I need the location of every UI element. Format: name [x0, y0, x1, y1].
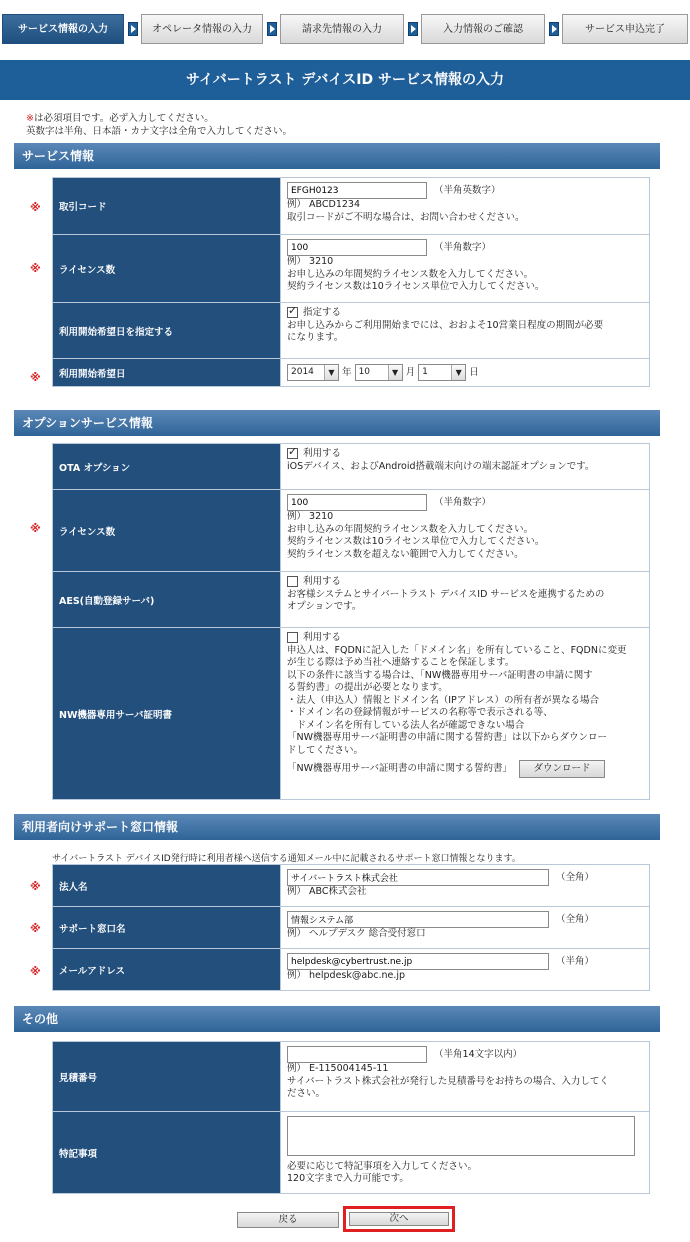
step-billing-info: 請求先情報の入力 — [280, 14, 404, 44]
label-ota: OTA オプション — [53, 444, 281, 490]
note: サイバートラスト株式会社が発行した見積番号をお持ちの場合、入力してく — [287, 1075, 609, 1087]
hint: （半角14文字以内） — [434, 1049, 523, 1060]
example: 例） 3210 — [287, 511, 334, 522]
required-mark: ※ — [30, 371, 41, 384]
note: お申し込みの年間契約ライセンス数を入力してください。 — [287, 268, 534, 280]
trade-code-input[interactable] — [287, 182, 427, 199]
progress-steps — [0, 0, 690, 46]
hint: （半角英数字） — [434, 185, 501, 196]
ota-checkbox[interactable] — [287, 448, 298, 459]
remarks-textarea[interactable] — [287, 1116, 635, 1156]
required-mark: ※ — [30, 262, 41, 275]
note: ・ドメイン名の登録情報がサービスの名称等で表示される等、 — [287, 707, 553, 718]
note: 申込人は、FQDNに記入した「ドメイン名」を所有していること、FQDNに変更 — [287, 644, 627, 656]
page-title: サイバートラスト デバイスID サービス情報の入力 — [0, 60, 690, 100]
hint: （全角） — [556, 872, 595, 883]
hint: （半角数字） — [434, 242, 492, 253]
year-unit: 年 — [342, 367, 352, 378]
month-value: 10 — [358, 367, 371, 377]
service-info-table — [52, 177, 650, 387]
note: 120文字まで入力可能です。 — [287, 1173, 409, 1184]
step-arrow-icon — [267, 22, 277, 36]
step-service-info: サービス情報の入力 — [2, 14, 124, 44]
example: 例） helpdesk@abc.ne.jp — [287, 970, 406, 981]
label-option-license-count: ライセンス数 — [53, 490, 281, 572]
day-unit: 日 — [469, 367, 479, 378]
label-specify-start: 利用開始希望日を指定する — [53, 303, 281, 359]
hint: （全角） — [556, 914, 595, 925]
download-doc-name: 「NW機器専用サーバ証明書の申請に関する誓約書」 — [287, 763, 513, 774]
label-remarks: 特記事項 — [53, 1112, 281, 1194]
required-mark: ※ — [30, 965, 41, 978]
note: 以下の条件に該当する場合は、「NW機器専用サーバ証明書の申請に関す — [287, 669, 593, 681]
example: 例） 3210 — [287, 256, 334, 267]
support-info-table — [52, 864, 650, 991]
note: iOSデバイス、およびAndroid搭載端末向けの端末認証オプションです。 — [287, 460, 595, 472]
note: オプションです。 — [287, 601, 362, 612]
note: 取引コードがご不明な場合は、お問い合わせください。 — [287, 211, 525, 223]
required-mark: ※ — [26, 113, 34, 124]
section-header-other: その他 — [14, 1006, 660, 1032]
form-notes — [26, 112, 292, 138]
label-license-count: ライセンス数 — [53, 235, 281, 303]
hint: （半角） — [556, 956, 595, 967]
quote-input[interactable] — [287, 1046, 427, 1063]
company-input[interactable] — [287, 869, 549, 886]
checkbox-label: 利用する — [303, 576, 342, 587]
download-button[interactable]: ダウンロード — [519, 760, 605, 778]
label-email: メールアドレス — [53, 949, 281, 991]
email-input[interactable] — [287, 953, 549, 970]
year-select[interactable] — [287, 364, 339, 381]
day-select[interactable] — [418, 364, 466, 381]
month-unit: 月 — [405, 367, 416, 378]
next-button-highlight — [343, 1206, 455, 1232]
section-header-option: オプションサービス情報 — [14, 410, 660, 436]
back-button[interactable]: 戻る — [237, 1212, 339, 1228]
support-note: サイバートラスト デバイスID発行時に利用者様へ送信する通知メール中に記載されるサポート窓口情報となります。 — [52, 854, 521, 864]
day-value: 1 — [422, 367, 428, 377]
checkbox-label: 利用する — [303, 448, 342, 459]
label-nw-cert: NW機器専用サーバ証明書 — [53, 628, 281, 800]
label-start-date: 利用開始希望日 — [53, 359, 281, 387]
note-required: は必須項目です。必ず入力してください。 — [33, 113, 214, 124]
section-header-support: 利用者向けサポート窓口情報 — [14, 814, 660, 840]
other-info-table — [52, 1041, 650, 1194]
license-count-input[interactable] — [287, 239, 427, 256]
step-confirm: 入力情報のご確認 — [421, 14, 545, 44]
step-arrow-icon — [549, 22, 559, 36]
required-mark: ※ — [30, 922, 41, 935]
hint: （半角数字） — [434, 497, 492, 508]
chevron-down-icon: ▼ — [451, 365, 465, 380]
required-mark: ※ — [30, 880, 41, 893]
step-complete: サービス申込完了 — [562, 14, 688, 44]
label-company: 法人名 — [53, 865, 281, 907]
chevron-down-icon: ▼ — [324, 365, 338, 380]
example: 例） ヘルプデスク 総合受付窓口 — [287, 928, 426, 939]
note: 契約ライセンス数は10ライセンス単位で入力してください。 — [287, 281, 545, 292]
example: 例） ABC株式会社 — [287, 886, 367, 897]
required-mark: ※ — [30, 201, 41, 214]
step-arrow-icon — [128, 22, 138, 36]
note: る誓約書」の提出が必要となります。 — [287, 682, 448, 693]
checkbox-label: 利用する — [303, 632, 342, 643]
note: 契約ライセンス数は10ライセンス単位で入力してください。 — [287, 536, 545, 547]
label-quote: 見積番号 — [53, 1042, 281, 1112]
note: 必要に応じて特記事項を入力してください。 — [287, 1160, 478, 1172]
step-operator-info: オペレータ情報の入力 — [141, 14, 263, 44]
note: お申し込みの年間契約ライセンス数を入力してください。 — [287, 523, 534, 535]
note-charset: 英数字は半角、日本語・カナ文字は全角で入力してください。 — [26, 126, 293, 137]
next-button[interactable]: 次へ — [349, 1212, 449, 1226]
example: 例） ABCD1234 — [287, 199, 360, 210]
note: ださい。 — [287, 1088, 326, 1099]
specify-start-checkbox[interactable] — [287, 307, 298, 318]
year-value: 2014 — [291, 367, 314, 377]
nw-cert-checkbox[interactable] — [287, 632, 298, 643]
note: 「NW機器専用サーバ証明書の申請に関する誓約書」は以下からダウンロー — [287, 732, 608, 743]
month-select[interactable] — [355, 364, 403, 381]
note: お客様システムとサイバートラスト デバイスID サービスを連携するための — [287, 588, 605, 600]
aes-checkbox[interactable] — [287, 576, 298, 587]
chevron-down-icon: ▼ — [388, 365, 402, 380]
desk-input[interactable] — [287, 911, 549, 928]
section-header-service: サービス情報 — [14, 143, 660, 169]
note: ・法人（申込人）情報とドメイン名（IPアドレス）の所有者が異なる場合 — [287, 694, 599, 706]
label-trade-code: 取引コード — [53, 178, 281, 235]
note: ドメイン名を所有している法人名が確認できない場合 — [287, 719, 525, 731]
option-info-table — [52, 443, 650, 800]
note: お申し込みからご利用開始までには、おおよそ10営業日程度の期間が必要 — [287, 319, 604, 331]
example: 例） E-115004145-11 — [287, 1063, 389, 1074]
checkbox-label: 指定する — [303, 307, 342, 318]
option-license-count-input[interactable] — [287, 494, 427, 511]
label-aes: AES(自動登録サーバ) — [53, 572, 281, 628]
note: になります。 — [287, 332, 344, 343]
note: ドしてください。 — [287, 744, 364, 756]
note: が生じる際は予め当社へ連絡することを保証します。 — [287, 657, 515, 668]
step-arrow-icon — [408, 22, 418, 36]
label-desk: サポート窓口名 — [53, 907, 281, 949]
note: 契約ライセンス数を超えない範囲で入力してください。 — [287, 548, 524, 560]
required-mark: ※ — [30, 522, 41, 535]
